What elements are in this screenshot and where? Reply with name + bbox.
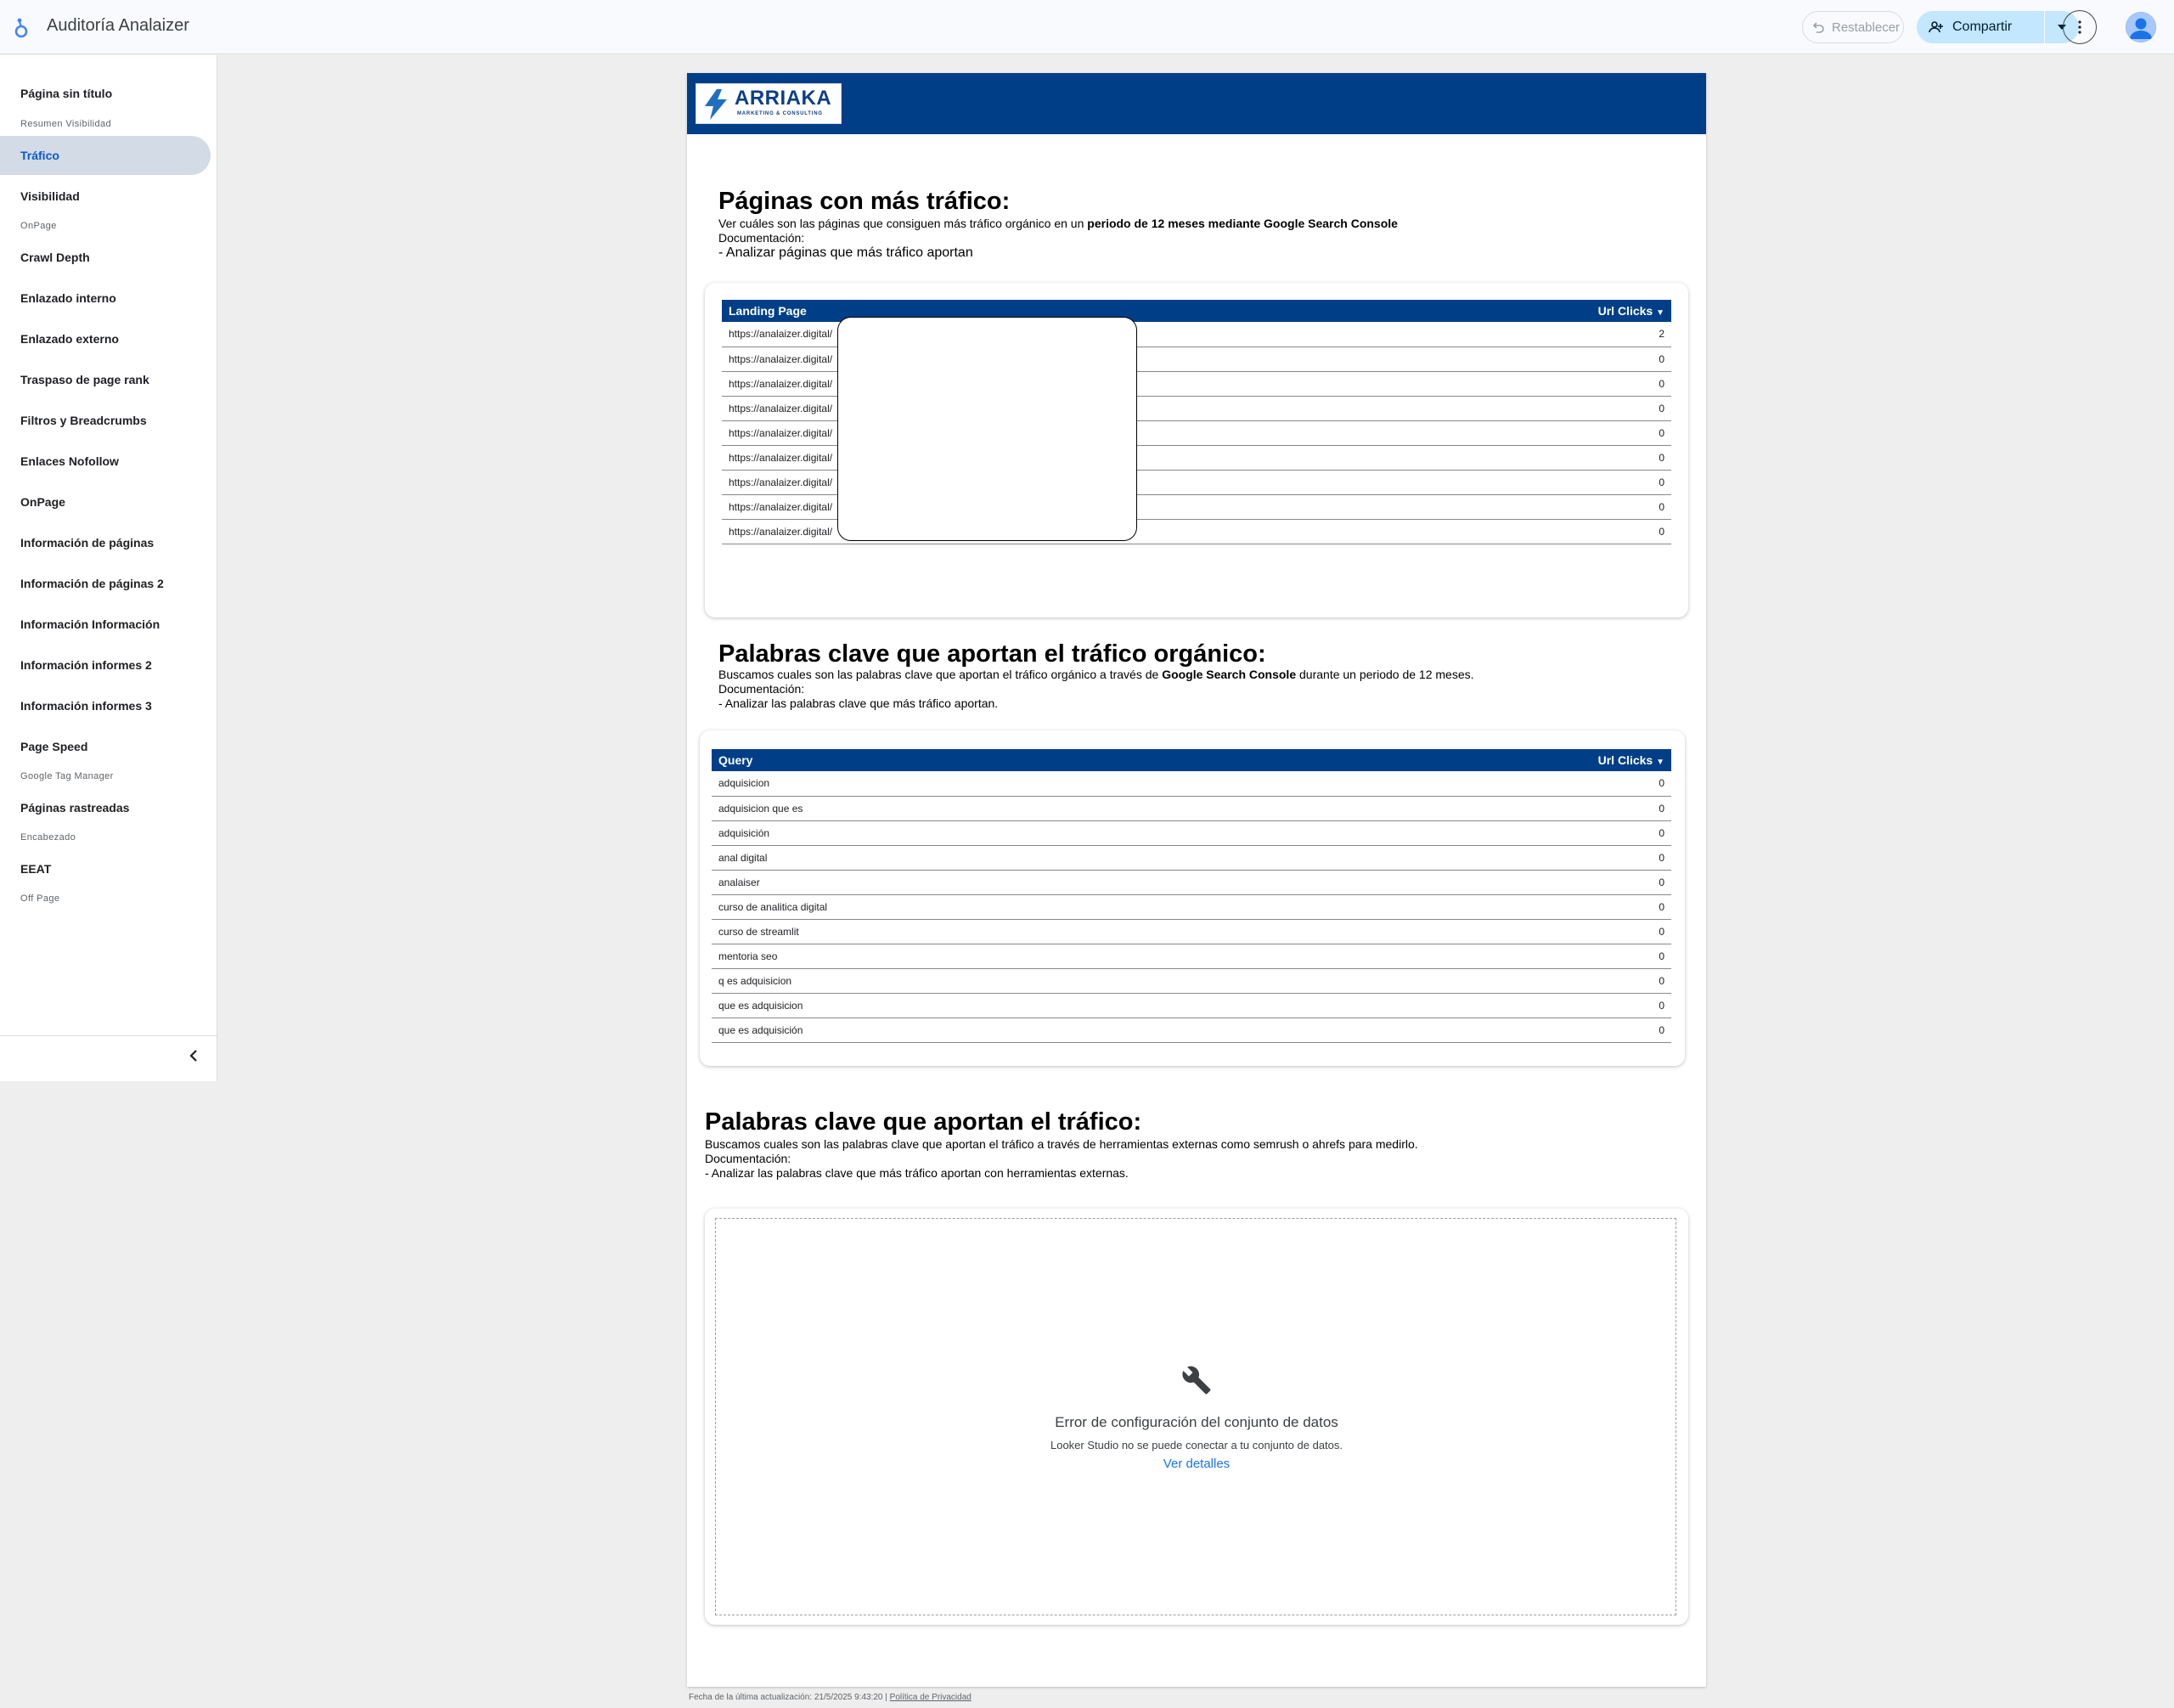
section-title-palabras-trafico: Palabras clave que aportan el tráfico: [705,1108,1142,1136]
section-title-palabras-organico: Palabras clave que aportan el tráfico orgánico: [718,640,1266,668]
share-label: Compartir [1952,20,2013,34]
section1-doc-label: Documentación: [718,231,805,245]
query-cell: adquisicion que es [712,796,1292,820]
undo-icon [1811,20,1825,34]
avatar[interactable] [2126,12,2156,42]
section3-doc-label: Documentación: [705,1152,791,1165]
view-details-link[interactable]: Ver detalles [1163,1457,1231,1471]
column-header-url-clicks[interactable] [1286,300,1671,322]
looker-studio-logo-icon[interactable] [14,15,34,39]
section2-desc-prefix: Buscamos cuales son las palabras clave que aportan el tráfico orgánico a través de [718,668,1163,681]
query-cell: anal digital [712,845,1292,870]
sidebar-item-enlazado-externo[interactable]: Enlazado externo [20,332,119,346]
section3-desc: Buscamos cuales son las palabras clave que aportan el tráfico a través de herramientas externas como semrush o ahrefs para medirlo. [705,1137,1418,1151]
url-clicks-cell: 0 [1292,870,1671,894]
url-clicks-cell: 0 [1292,796,1671,820]
section-desc-paginas-trafico [718,217,1670,231]
brand-logo [696,83,842,124]
queries-table-card [700,730,1685,1066]
column-header-url-clicks[interactable] [1292,749,1671,771]
wrench-icon [1181,1365,1212,1395]
lightning-icon [700,87,732,121]
query-cell: adquisición [712,820,1292,845]
last-updated-text: Fecha de la última actualización: 21/5/2025 9:43:20 [689,1693,883,1702]
sidebar-item-onpage[interactable]: OnPage [20,495,65,509]
section1-doc-item: - Analizar páginas que más tráfico aportan [718,245,973,260]
sidebar-section-off-page: Off Page [20,893,60,904]
url-clicks-cell: 0 [1292,944,1671,968]
table-row[interactable] [712,771,1671,796]
table-row[interactable] [712,845,1671,870]
url-clicks-cell: 0 [1286,519,1671,544]
sidebar-item-crawl-depth[interactable]: Crawl Depth [20,251,90,264]
share-button[interactable] [1917,11,2044,43]
sidebar-section-google-tag-manager: Google Tag Manager [20,771,114,781]
section-title-paginas-trafico: Páginas con más tráfico: [718,188,1011,215]
url-clicks-cell: 0 [1292,771,1671,796]
url-clicks-cell: 0 [1292,1017,1671,1042]
url-clicks-cell: 0 [1286,445,1671,470]
url-clicks-header-label: Url Clicks [1597,304,1653,318]
sidebar-item-informacion-informacion[interactable]: Información Información [20,617,161,631]
reset-label: Restablecer [1832,20,1901,35]
query-cell: mentoria seo [712,944,1292,968]
url-clicks-cell: 0 [1286,396,1671,420]
sidebar-item-eeat[interactable]: EEAT [20,862,52,876]
sidebar-item-enlazado-interno[interactable]: Enlazado interno [20,291,116,305]
sidebar-item-page-speed[interactable]: Page Speed [20,740,88,753]
query-cell: adquisicion [712,771,1292,796]
redaction-overlay [837,317,1137,541]
sidebar-item-enlaces-nofollow[interactable]: Enlaces Nofollow [20,454,119,468]
sidebar-item-informacion-paginas-2[interactable]: Información de páginas 2 [20,577,164,590]
url-clicks-cell: 0 [1286,470,1671,494]
url-clicks-cell: 0 [1292,968,1671,993]
table-row[interactable] [712,968,1671,993]
landing-page-cell: https://analaizer.digital/ [722,470,1286,494]
privacy-policy-link[interactable]: Política de Privacidad [889,1693,972,1702]
section2-desc-bold: Google Search Console [1162,668,1297,681]
query-cell: analaiser [712,870,1292,894]
url-clicks-cell: 0 [1286,420,1671,445]
error-subtitle: Looker Studio no se puede conectar a tu conjunto de datos. [1050,1439,1343,1452]
sidebar-item-trafico[interactable]: Tráfico [0,136,211,175]
column-header-landing-page[interactable]: Landing Page [729,304,807,318]
url-clicks-cell: 0 [1292,820,1671,845]
top-bar [0,0,2174,54]
sort-desc-icon: ▼ [1656,308,1664,318]
reset-button[interactable] [1802,11,1904,43]
url-clicks-cell: 0 [1286,494,1671,519]
sidebar-item-informacion-paginas[interactable]: Información de páginas [20,536,155,550]
query-cell: que es adquisición [712,1017,1292,1042]
landing-page-cell: https://analaizer.digital/ [722,396,1286,420]
landing-page-cell: https://analaizer.digital/ [722,347,1286,371]
chevron-left-icon [189,1050,198,1062]
sidebar-item-informacion-informes-2[interactable]: Información informes 2 [20,658,152,672]
sidebar-item-filtros-breadcrumbs[interactable]: Filtros y Breadcrumbs [20,414,147,427]
section2-desc-suffix: durante un periodo de 12 meses. [1296,668,1474,681]
account-icon [2126,12,2156,42]
table-row[interactable] [712,1017,1671,1042]
section3-doc-item: - Analizar las palabras clave que más tráfico aportan con herramientas externas. [705,1166,1129,1180]
collapse-sidebar-button[interactable] [185,1047,202,1064]
section1-desc-bold: periodo de 12 meses mediante Google Search Console [1087,217,1398,230]
add-person-icon [1929,20,1944,34]
sidebar-item-paginas-rastreadas[interactable]: Páginas rastreadas [20,801,130,815]
table-row[interactable] [712,919,1671,944]
url-clicks-cell: 0 [1292,919,1671,944]
section-desc-palabras-organico [718,668,1678,682]
landing-page-cell: https://analaizer.digital/ [722,322,1286,347]
landing-page-cell: https://analaizer.digital/ [722,371,1286,396]
sidebar-section-encabezado: Encabezado [20,832,76,843]
dataset-error-panel [715,1218,1676,1615]
sidebar-item-traspaso-page-rank[interactable]: Traspaso de page rank [20,373,149,386]
queries-table[interactable] [712,749,1671,1043]
url-clicks-cell: 0 [1292,894,1671,919]
sidebar-item-pagina-sin-titulo[interactable]: Página sin título [20,87,113,100]
url-clicks-cell: 0 [1292,993,1671,1017]
column-header-query[interactable]: Query [718,753,753,767]
table-row[interactable] [712,796,1671,820]
landing-page-cell: https://analaizer.digital/ [722,494,1286,519]
footer-separator: | [885,1693,890,1702]
error-title: Error de configuración del conjunto de datos [1055,1414,1338,1430]
sort-desc-icon: ▼ [1656,758,1664,767]
query-cell: curso de analitica digital [712,894,1292,919]
url-clicks-header-label: Url Clicks [1597,753,1653,767]
url-clicks-cell: 0 [1286,347,1671,371]
sidebar-item-informacion-informes-3[interactable]: Información informes 3 [20,699,152,713]
page-navigation-sidebar [0,55,217,1081]
brand-name: ARRIAKA [735,87,832,110]
section1-desc-text: Ver cuáles son las páginas que consiguen más tráfico orgánico en un [718,217,1088,230]
table-row[interactable] [712,820,1671,845]
landing-page-cell: https://analaizer.digital/ [722,519,1286,544]
table-row[interactable] [712,870,1671,894]
url-clicks-cell: 0 [1292,845,1671,870]
sidebar-item-visibilidad[interactable]: Visibilidad [20,189,80,203]
sidebar-section-resumen-visibilidad: Resumen Visibilidad [20,119,112,129]
brand-tagline: MARKETING & CONSULTING [737,111,823,116]
report-footer [689,1693,972,1702]
report-title[interactable]: Auditoría Analaizer [47,16,189,35]
query-cell: curso de streamlit [712,919,1292,944]
url-clicks-cell: 0 [1286,371,1671,396]
table-row[interactable] [712,993,1671,1017]
landing-page-cell: https://analaizer.digital/ [722,445,1286,470]
section2-doc-item: - Analizar las palabras clave que más tráfico aportan. [718,696,999,710]
query-cell: q es adquisicion [712,968,1292,993]
more-vert-icon [2078,20,2081,34]
section2-doc-label: Documentación: [718,682,805,696]
query-cell: que es adquisicion [712,993,1292,1017]
landing-page-cell: https://analaizer.digital/ [722,420,1286,445]
report-banner [687,73,1706,134]
url-clicks-cell: 2 [1286,322,1671,347]
sidebar-section-onpage: OnPage [20,221,57,231]
more-options-button[interactable] [2063,10,2097,44]
table-row[interactable] [712,894,1671,919]
table-row[interactable] [712,944,1671,968]
sidebar-divider [0,1035,217,1036]
